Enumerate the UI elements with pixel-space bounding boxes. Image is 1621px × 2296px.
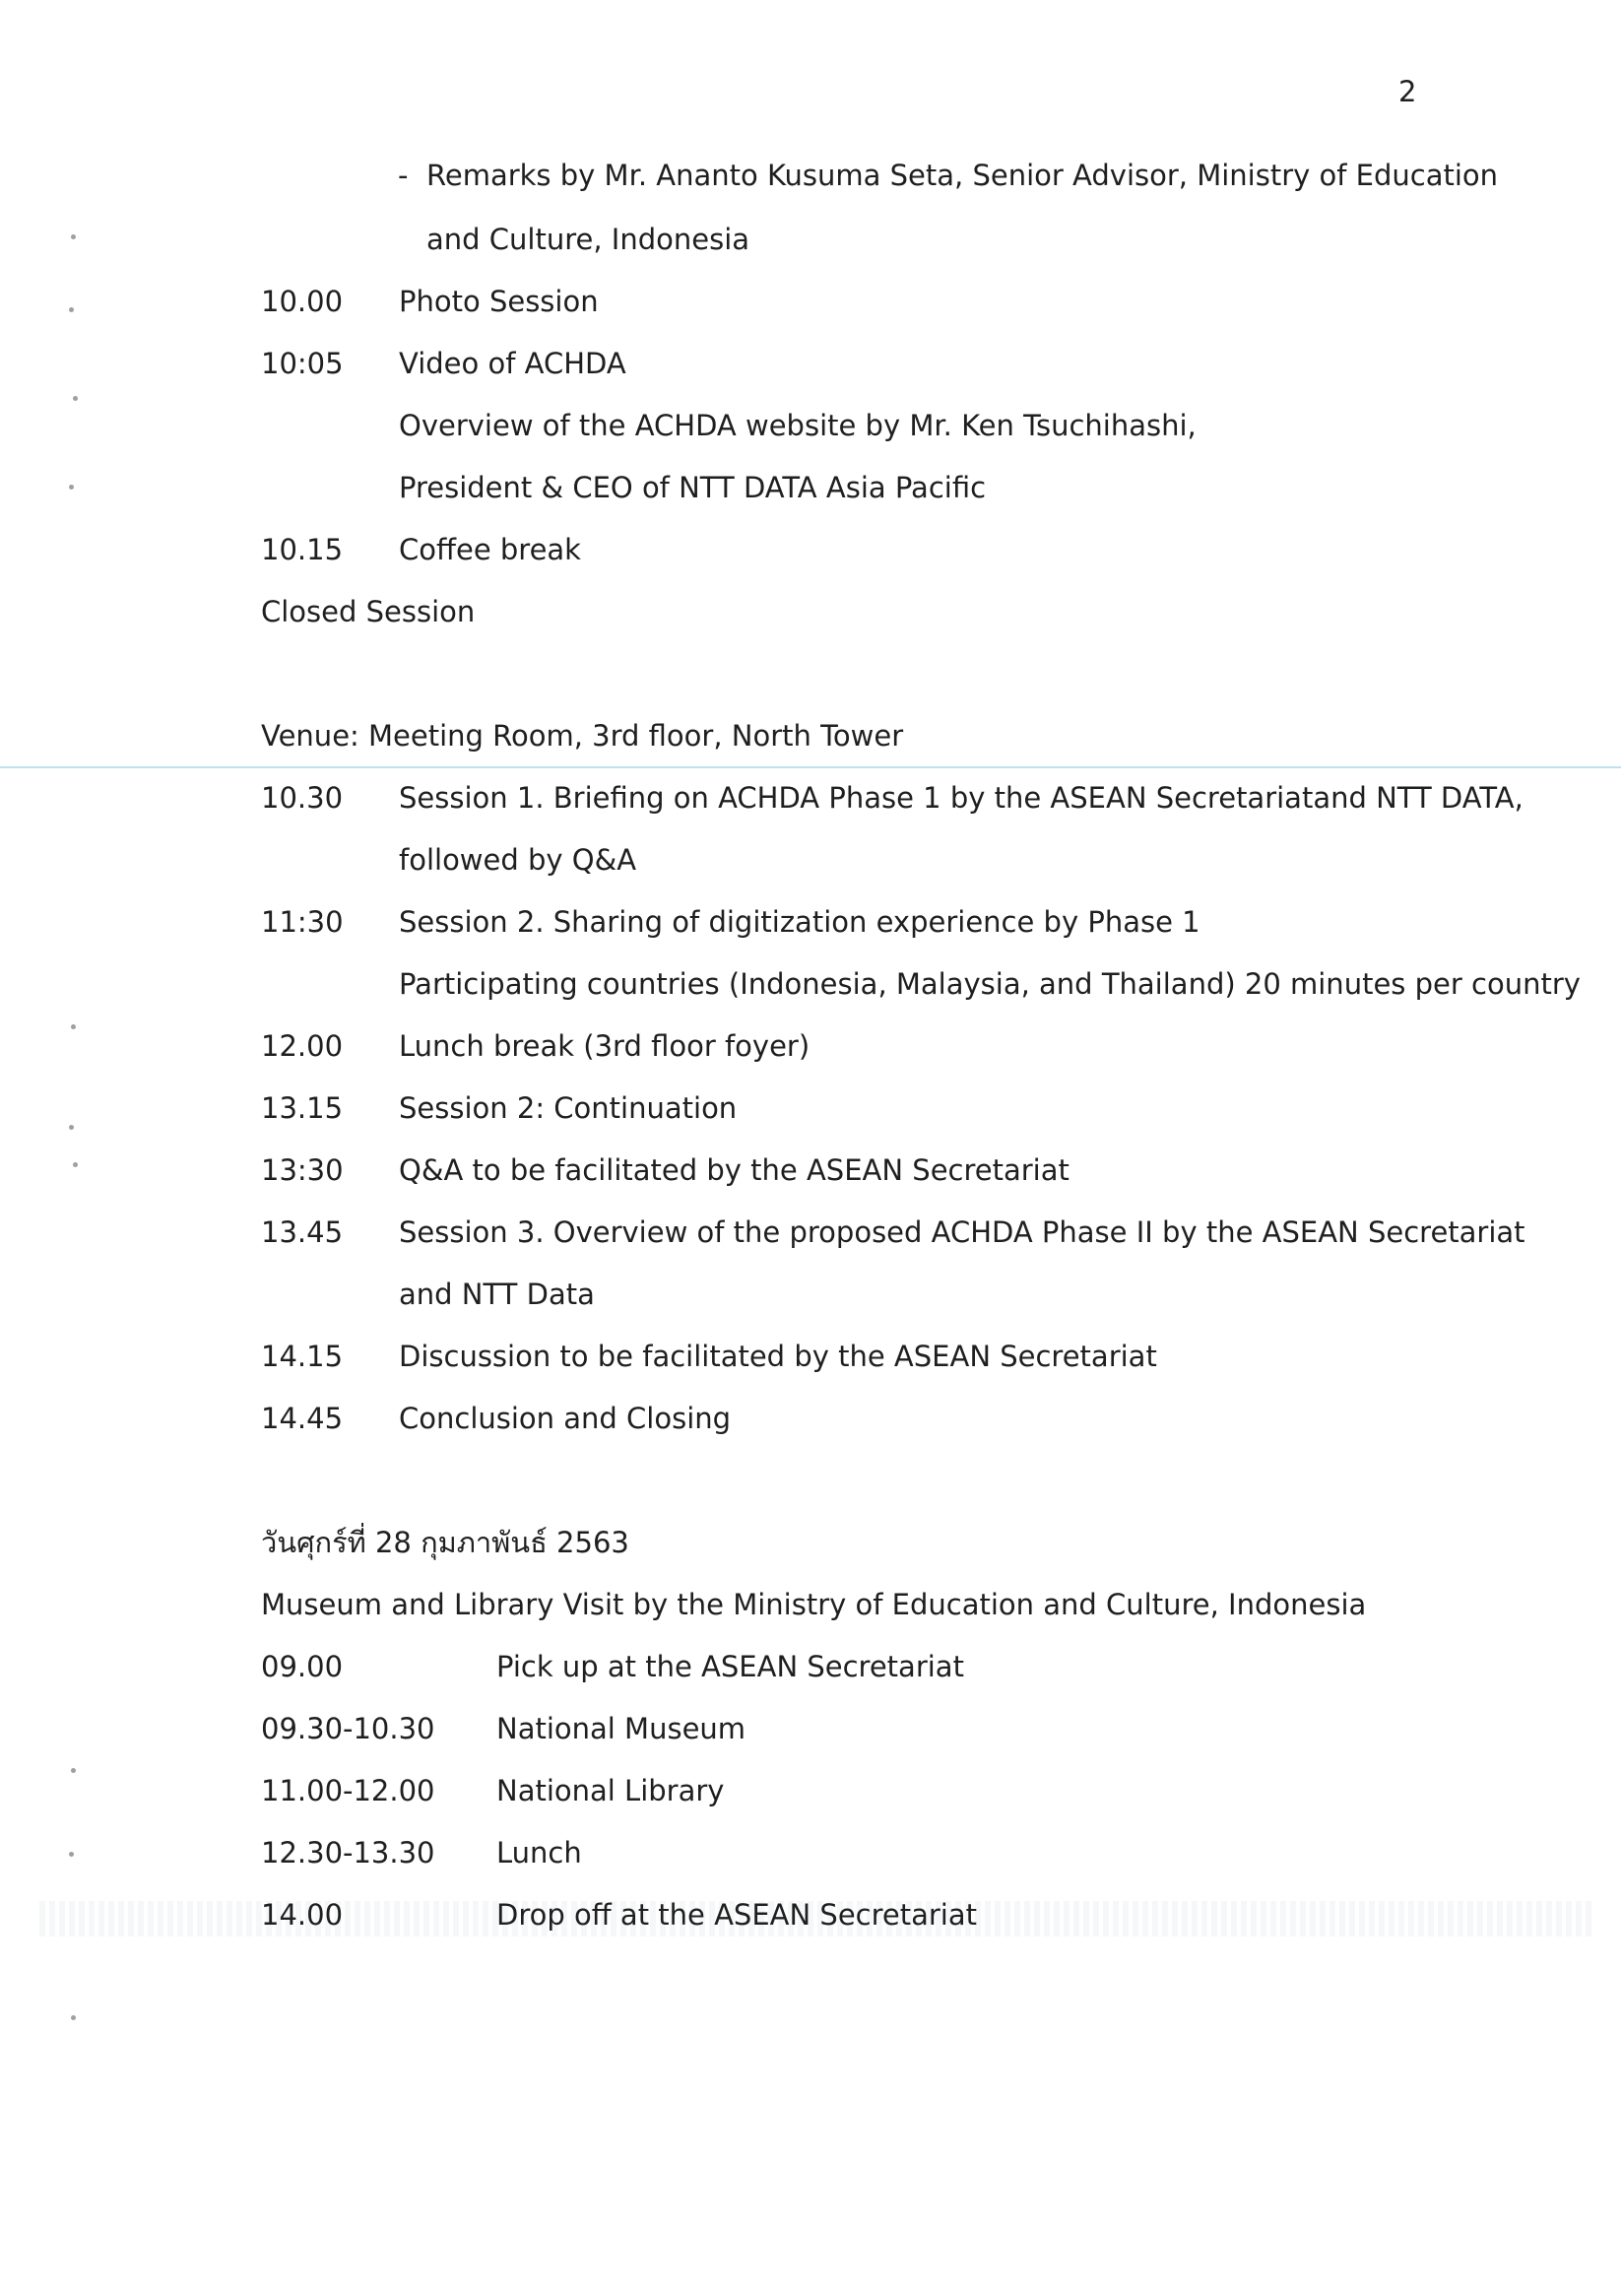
agenda-item: Photo Session: [399, 285, 599, 318]
agenda-item: Session 2: Continuation: [399, 1091, 738, 1125]
day-heading: วันศุกร์ที่ 28 กุมภาพันธ์ 2563: [261, 1526, 629, 1559]
visit-activity: Pick up at the ASEAN Secretariat: [496, 1650, 964, 1683]
agenda-item: Discussion to be facilitated by the ASEAN Secretariat: [399, 1340, 1157, 1373]
agenda-time: 10:05: [261, 347, 344, 380]
agenda-time: 12.00: [261, 1029, 344, 1063]
section-heading: Closed Session: [261, 595, 476, 628]
visit-time: 14.00: [261, 1898, 344, 1932]
visit-activity: Lunch: [496, 1836, 582, 1870]
visit-activity: National Library: [496, 1774, 725, 1807]
agenda-item-line: and NTT Data: [399, 1278, 595, 1311]
agenda-item-line: Overview of the ACHDA website by Mr. Ken Tsuchihashi,: [399, 409, 1197, 442]
visit-time: 09.00: [261, 1650, 344, 1683]
agenda-time: 10.15: [261, 533, 344, 566]
agenda-item: Video of ACHDA: [399, 347, 626, 380]
agenda-time: 14.15: [261, 1340, 344, 1373]
visit-activity: Drop off at the ASEAN Secretariat: [496, 1898, 978, 1932]
agenda-item: Session 3. Overview of the proposed ACHDA Phase II by the ASEAN Secretariat: [399, 1215, 1525, 1249]
visit-activity: National Museum: [496, 1712, 746, 1745]
agenda-item: Q&A to be facilitated by the ASEAN Secretariat: [399, 1153, 1070, 1187]
agenda-item: Session 1. Briefing on ACHDA Phase 1 by the ASEAN Secretariatand NTT DATA,: [399, 781, 1524, 815]
visit-time: 11.00-12.00: [261, 1774, 435, 1807]
page-number: 2: [1398, 75, 1417, 108]
agenda-time: 11:30: [261, 905, 344, 939]
agenda-item-line: followed by Q&A: [399, 843, 637, 877]
agenda-item-line: Participating countries (Indonesia, Malaysia, and Thailand) 20 minutes per country: [399, 967, 1581, 1001]
agenda-time: 13:30: [261, 1153, 344, 1187]
agenda-item: Conclusion and Closing: [399, 1402, 732, 1435]
visit-title: Museum and Library Visit by the Ministry of Education and Culture, Indonesia: [261, 1588, 1367, 1621]
visit-time: 12.30-13.30: [261, 1836, 435, 1870]
agenda-item: Lunch break (3rd floor foyer): [399, 1029, 810, 1063]
agenda-time: 13.45: [261, 1215, 344, 1249]
scan-artifact-line: [0, 766, 1621, 768]
remark-dash: -: [398, 159, 409, 192]
remark-line: and Culture, Indonesia: [426, 223, 750, 256]
agenda-time: 10.00: [261, 285, 344, 318]
agenda-item: Session 2. Sharing of digitization experience by Phase 1: [399, 905, 1200, 939]
agenda-time: 13.15: [261, 1091, 344, 1125]
venue-line: Venue: Meeting Room, 3rd floor, North Tower: [261, 719, 904, 753]
agenda-time: 14.45: [261, 1402, 344, 1435]
visit-time: 09.30-10.30: [261, 1712, 435, 1745]
agenda-item: Coffee break: [399, 533, 581, 566]
agenda-item-line: President & CEO of NTT DATA Asia Pacific: [399, 471, 987, 504]
remark-line: Remarks by Mr. Ananto Kusuma Seta, Senior Advisor, Ministry of Education: [426, 159, 1499, 192]
agenda-time: 10.30: [261, 781, 344, 815]
